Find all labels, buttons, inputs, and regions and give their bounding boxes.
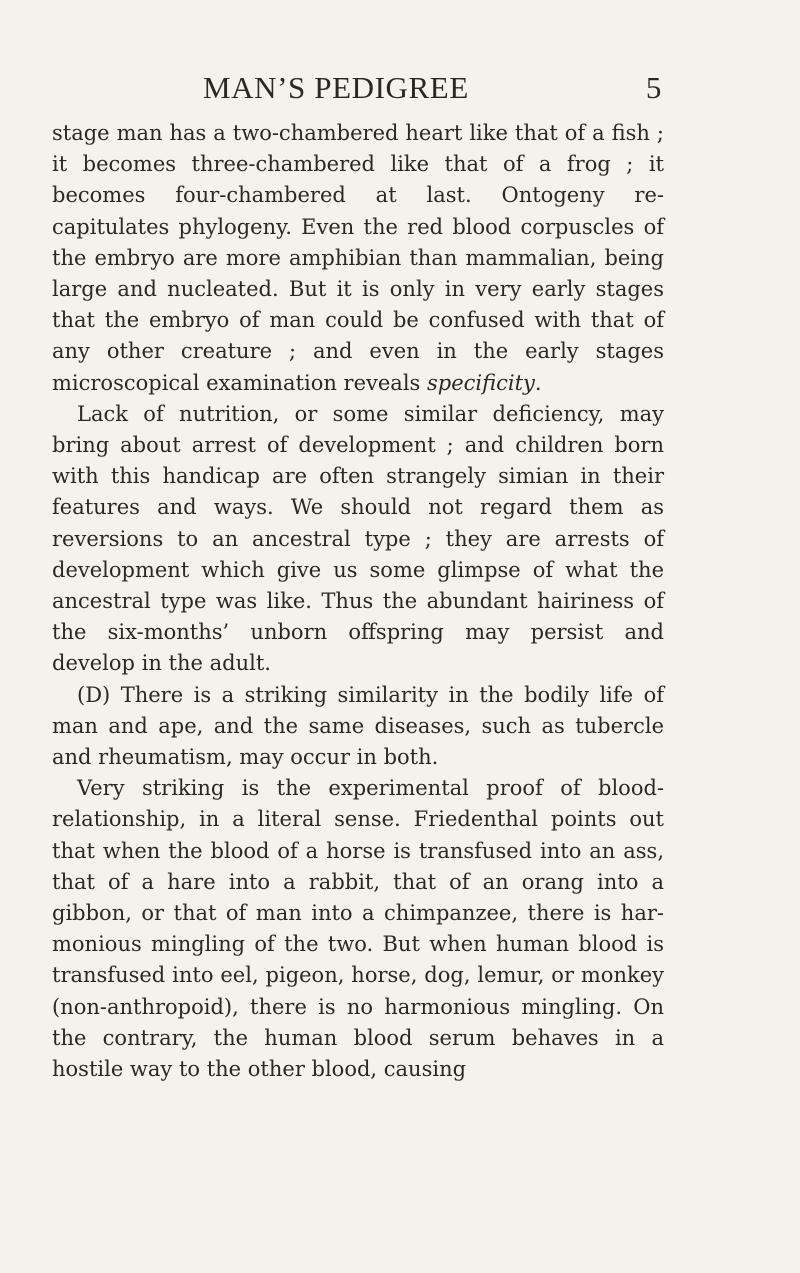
- paragraph: [52, 118, 664, 399]
- paragraph: Lack of nutrition, or some similar deficiency, may bring about arrest of development ; and children born with this handicap are often strangely simian in their features and ways. We should not regard them as reversions to an ancestral type ; they are arrests of development which give us some glimpse of what the ancestral type was like. Thus the abundant hairiness of the six-months’ unborn offspring may persist and develop in the adult.: [52, 401, 664, 676]
- body-text: [52, 118, 664, 1085]
- page-number: 5: [645, 70, 662, 105]
- paragraph-text: stage man has a two-chambered heart like that of a fish ; it becomes three-chambered like that of a frog ; it becomes four-chambered at last. Ontogeny re-capitulates phylogeny. Even the red blood corpuscles of the embryo are more amphibian than mammalian, being large and nucleated. But it is only in very early stages that the embryo of man could be confused with that of any other creature ; and even in the early stages microscopical examination reveals: [52, 121, 664, 395]
- paragraph: (D) There is a striking similarity in the bodily life of man and ape, and the same diseases, such as tubercle and rheumatism, may occur in both.: [52, 682, 664, 770]
- running-head: [52, 68, 664, 108]
- paragraph-text: .: [534, 370, 542, 395]
- paragraph: Very striking is the experimental proof of blood-relationship, in a literal sense. Friedenthal points out that when the blood of a horse is transfused into an ass, that of a hare into a rabbit, that of an orang into a gibbon, or that of man into a chimpanzee, there is har-monious mingling of the two. But when human blood is transfused into eel, pigeon, horse, dog, lemur, or monkey (non-anthropoid), there is no harmonious mingling. On the contrary, the human blood serum behaves in a hostile way to the other blood, causing: [52, 776, 664, 1082]
- running-title: MAN’S PEDIGREE: [203, 70, 469, 105]
- emphasis-text: specificity: [427, 370, 535, 395]
